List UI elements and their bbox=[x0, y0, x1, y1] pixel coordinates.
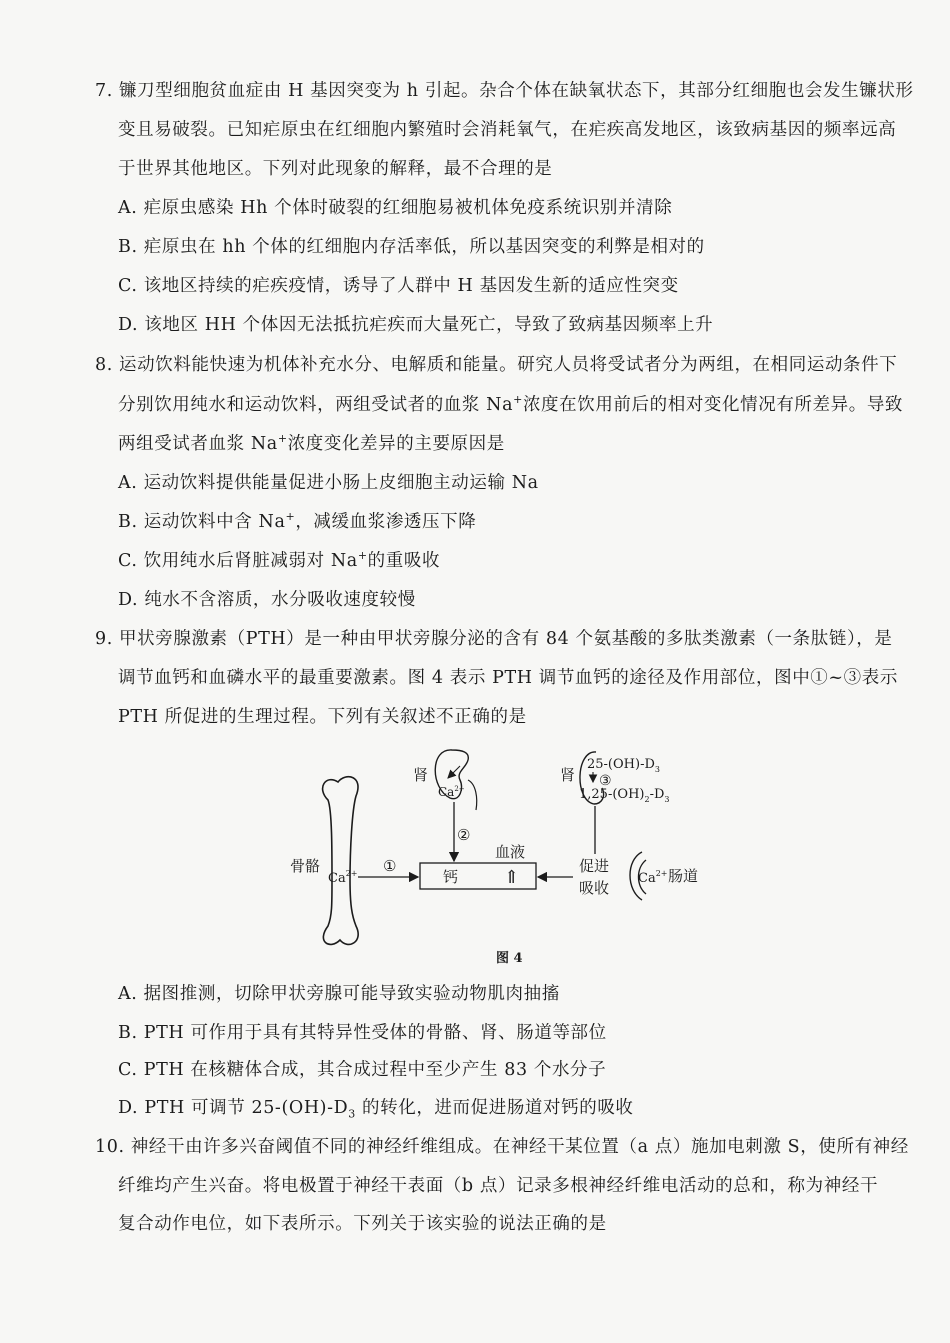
q9-option-a: A. 据图推测，切除甲状旁腺可能导致实验动物肌肉抽搐 bbox=[118, 984, 560, 1004]
figure-4 bbox=[280, 740, 720, 970]
q9-option-d: D. PTH 可调节 $25-(OH)-D_3$ 的转化，进而促进肠道对钙的吸收 bbox=[118, 1098, 634, 1121]
q10-stem-line-3: 复合动作电位，如下表所示。下列关于该实验的说法正确的是 bbox=[118, 1214, 607, 1234]
q8-option-c: C. 饮用纯水后肾脏减弱对 Na+的重吸收 bbox=[118, 549, 441, 571]
figure-caption: 图 4 bbox=[496, 951, 523, 966]
q7-option-d: D. 该地区 HH 个体因无法抵抗疟疾而大量死亡，导致了致病基因频率上升 bbox=[118, 315, 714, 335]
kidney-label-left: 肾 bbox=[413, 766, 429, 784]
q9-stem-line-3: PTH 所促进的生理过程。下列有关叙述不正确的是 bbox=[118, 707, 527, 727]
step-3-label: ③ bbox=[599, 773, 612, 789]
q7-option-b: B. 疟原虫在 hh 个体的红细胞内存活率低，所以基因突变的利弊是相对的 bbox=[118, 237, 705, 257]
q10-stem-line-2: 纤维均产生兴奋。将电极置于神经干表面（b 点）记录多根神经纤维电活动的总和，称为神经干 bbox=[118, 1176, 879, 1196]
q8-option-b: B. 运动饮料中含 Na+，减缓血浆渗透压下降 bbox=[118, 510, 477, 532]
vitamin-d-bottom: $1,25-(OH)_2-D_3$ bbox=[579, 787, 670, 804]
q10-stem-line-1: 10. 神经干由许多兴奋阈值不同的神经纤维组成。在神经干某位置（a 点）施加电刺激 S，使所有神经 bbox=[95, 1137, 909, 1157]
bone-calcium: $Ca^{2+}$ bbox=[328, 869, 358, 886]
q7-option-a: A. 疟原虫感染 Hh 个体时破裂的红细胞易被机体免疫系统识别并清除 bbox=[118, 198, 673, 218]
vitamin-d-top: $25-(OH)-D_3$ bbox=[587, 757, 660, 774]
step-1-label: ① bbox=[383, 857, 397, 875]
q8-stem-line-2: 分别饮用纯水和运动饮料，两组受试者的血浆 Na+浓度在饮用前后的相对变化情况有所差异。导致 bbox=[118, 393, 904, 415]
q8-option-a: A. 运动饮料提供能量促进小肠上皮细胞主动运输 Na bbox=[118, 473, 539, 493]
bone-shape bbox=[323, 777, 359, 945]
q8-stem-line-1: 8. 运动饮料能快速为机体补充水分、电解质和能量。研究人员将受试者分为两组，在相同运动条件下 bbox=[95, 355, 898, 375]
blood-up-arrow: ⇑ bbox=[504, 867, 520, 888]
blood-label: 血液 bbox=[495, 843, 526, 861]
absorb-label: 吸收 bbox=[579, 879, 610, 897]
promote-label: 促进 bbox=[579, 857, 610, 875]
kidney-calcium: $Ca^{2+}$ bbox=[438, 785, 465, 799]
intestine-label: 肠道 bbox=[668, 867, 699, 885]
q9-stem-line-2: 调节血钙和血磷水平的最重要激素。图 4 表示 PTH 调节血钙的途径及作用部位，图中①~③表示 bbox=[118, 668, 898, 688]
q9-stem-line-1: 9. 甲状旁腺激素（PTH）是一种由甲状旁腺分泌的含有 84 个氨基酸的多肽类激素（一条肽链），是 bbox=[95, 629, 893, 649]
intestine-calcium: $Ca^{2+}$ bbox=[638, 869, 668, 886]
bone-label: 骨骼 bbox=[290, 857, 321, 875]
q9-option-c: C. PTH 在核糖体合成，其合成过程中至少产生 83 个水分子 bbox=[118, 1060, 607, 1080]
q8-option-d: D. 纯水不含溶质，水分吸收速度较慢 bbox=[118, 590, 416, 610]
q7-option-c: C. 该地区持续的疟疾疫情，诱导了人群中 H 基因发生新的适应性突变 bbox=[118, 276, 679, 296]
q9-option-b: B. PTH 可作用于具有其特异性受体的骨骼、肾、肠道等部位 bbox=[118, 1023, 607, 1043]
step-2-label: ② bbox=[457, 826, 471, 844]
q7-stem-line-1: 7. 镰刀型细胞贫血症由 H 基因突变为 h 引起。杂合个体在缺氧状态下，其部分红细胞也会发生镰状形 bbox=[95, 81, 914, 101]
q7-stem-line-3: 于世界其他地区。下列对此现象的解释，最不合理的是 bbox=[118, 159, 553, 179]
q8-stem-line-3: 两组受试者血浆 Na+浓度变化差异的主要原因是 bbox=[118, 432, 505, 454]
blood-calcium-label: 钙 bbox=[443, 868, 459, 886]
kidney-label-right: 肾 bbox=[560, 766, 576, 784]
q7-stem-line-2: 变且易破裂。已知疟原虫在红细胞内繁殖时会消耗氧气，在疟疾高发地区，该致病基因的频率远高 bbox=[118, 120, 897, 140]
